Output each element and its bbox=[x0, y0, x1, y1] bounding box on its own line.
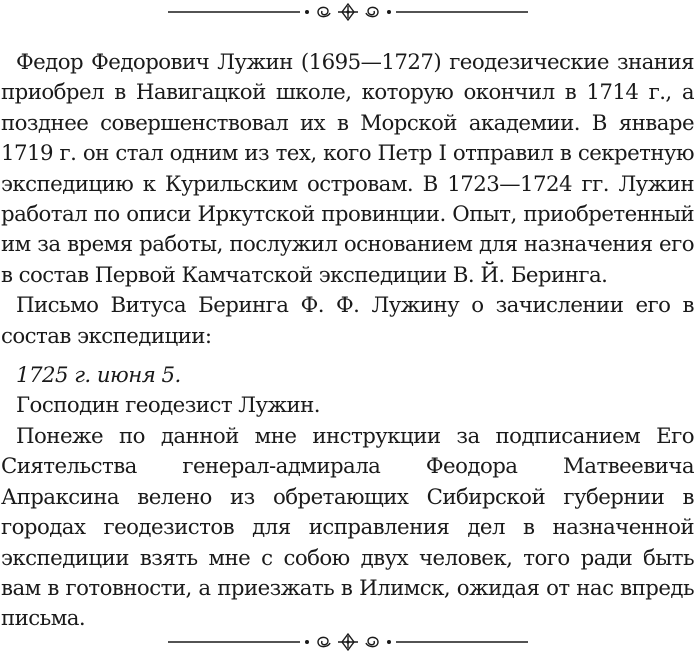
top-ornament-divider bbox=[168, 1, 528, 23]
intro-paragraph: Федор Федорович Лужин (1695—1727) геодезические знания приобрел в Навигацкой школе, которую окончил в 1714 г., а позднее совершенствовал их в Морской академии. В январе 1719 г. он стал одним из тех, кого Петр I отправил в секретную экспедицию к Курильским островам. В 1723—1724 гг. Лужин работал по описи Иркутской провинции. Опыт, приобретенный им за время работы, послужил основанием для назначения его в состав Первой Камчатской экспедиции В. Й. Беринга. bbox=[1, 50, 694, 288]
article-text bbox=[1, 48, 694, 635]
flourish-ornament-icon bbox=[168, 631, 528, 653]
letter-date: 1725 г. июня 5. bbox=[16, 363, 181, 389]
letter-body: Понеже по данной мне инструкции за подписанием Его Сиятельства генерал-адмирала Феодора Матвеевича Апраксина велено из обретающих Сибирской губернии в городах геодезистов для исправления дел в назначенной экспедиции взять мне с собою двух человек, того ради быть вам в готовности, а приезжать в Илимск, ожидая от нас впредь письма. bbox=[1, 423, 694, 632]
letter-heading: Письмо Витуса Беринга Ф. Ф. Лужину о зачислении его в состав экспедиции: bbox=[1, 293, 694, 349]
letter-salutation: Господин геодезист Лужин. bbox=[16, 393, 321, 419]
bottom-ornament-divider bbox=[168, 631, 528, 653]
flourish-ornament-icon bbox=[168, 1, 528, 23]
